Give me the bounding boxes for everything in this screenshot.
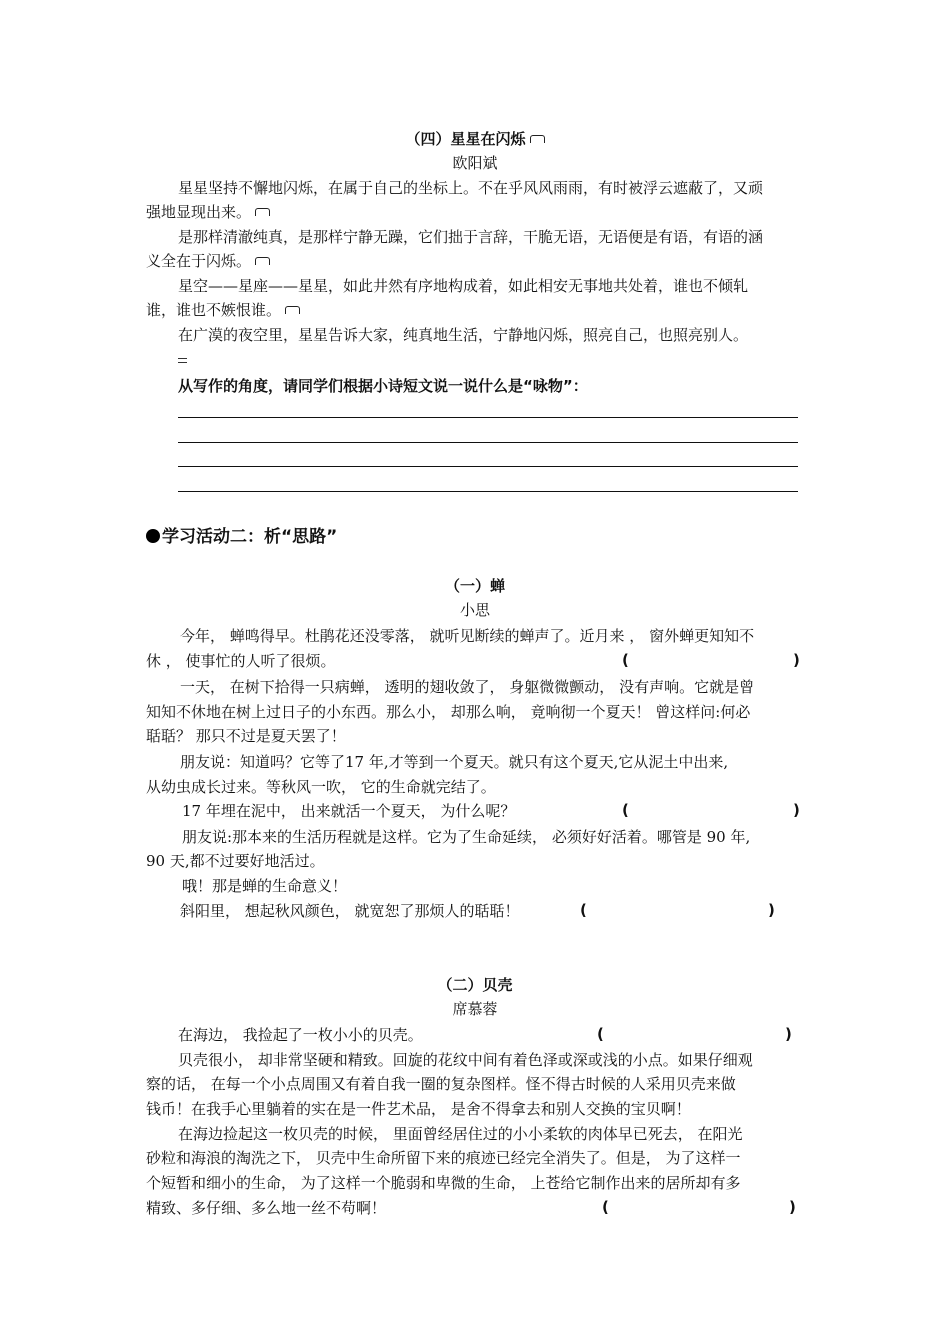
poem1-line: 休 ， 使事忙的人听了很烦。 xyxy=(146,652,336,670)
answer-line[interactable] xyxy=(178,417,798,418)
poem1-line: 哦！那是蝉的生命意义！ xyxy=(182,877,348,895)
end-mark-row xyxy=(176,351,188,371)
poem1-author: 小思 xyxy=(459,601,490,619)
poem4-line-row xyxy=(146,300,300,320)
poem4-line: 义全在于闪烁。 xyxy=(146,252,252,270)
poem4-question: 从写作的角度，请同学们根据小诗短文说一说什么是“咏物”： xyxy=(178,377,588,395)
activity2-heading-row xyxy=(146,527,337,547)
poem1-line: 90 天,都不过要好地活过。 xyxy=(146,852,325,870)
bullet-icon xyxy=(146,529,160,543)
poem4-line: 谁，谁也不嫉恨谁。 xyxy=(146,301,282,319)
poem1-line: 朋友说：知道吗？它等了17 年,才等到一个夏天。就只有这个夏天,它从泥土中出来, xyxy=(180,753,729,771)
activity2-heading: 学习活动二：析“思路” xyxy=(162,527,338,547)
paren-close: ) xyxy=(785,1025,792,1043)
poem2-title: （二）贝壳 xyxy=(437,976,513,994)
poem2-line: 个短暂和细小的生命， 为了这样一个脆弱和卑微的生命， 上苍给它制作出来的居所却有多 xyxy=(146,1174,741,1192)
poem4-line: 是那样清澈纯真，是那样宁静无躁，它们拙于言辞，干脆无语，无语便是有语，有语的涵 xyxy=(178,228,764,246)
poem2-line: 砂粒和海浪的淘洗之下， 贝壳中生命所留下来的痕迹已经完全消失了。但是， 为了这样一 xyxy=(146,1149,741,1167)
paren-open: ( xyxy=(602,1198,609,1216)
poem4-line: 在广漠的夜空里，星星告诉大家，纯真地生活，宁静地闪烁，照亮自己，也照亮别人。 xyxy=(178,326,749,344)
poem2-line: 察的话， 在每一个小点周围又有着自我一圈的复杂图样。怪不得古时候的人采用贝壳来做 xyxy=(146,1075,736,1093)
poem2-line: 在海边， 我捡起了一枚小小的贝壳。 xyxy=(178,1026,423,1044)
poem4-line: 星星坚持不懈地闪烁，在属于自己的坐标上。不在乎风风雨雨，有时被浮云遮蔽了，又顽 xyxy=(178,179,764,197)
poem1-line: 17 年埋在泥中， 出来就活一个夏天， 为什么呢？ xyxy=(182,802,516,820)
poem2-author: 席慕蓉 xyxy=(452,1000,498,1018)
poem4-title-row xyxy=(0,129,950,149)
paragraph-mark-icon xyxy=(255,208,270,216)
paren-close: ) xyxy=(768,901,775,919)
paren-close: ) xyxy=(793,801,800,819)
paragraph-mark-icon xyxy=(255,257,270,265)
paragraph-mark-icon xyxy=(285,306,300,314)
poem4-line-row xyxy=(146,202,270,222)
poem1-line: 从幼虫成长过来。等秋风一吹， 它的生命就完结了。 xyxy=(146,778,496,796)
paren-open: ( xyxy=(580,901,587,919)
poem4-line: 星空——星座——星星，如此井然有序地构成着，如此相安无事地共处着，谁也不倾轧 xyxy=(178,277,749,295)
paren-open: ( xyxy=(622,651,629,669)
answer-line[interactable] xyxy=(178,491,798,492)
paren-close: ) xyxy=(789,1198,796,1216)
poem1-line: 朋友说:那本来的生活历程就是这样。它为了生命延续， 必须好好活着。哪管是 90 年, xyxy=(182,828,751,846)
poem2-line: 贝壳很小， 却非常坚硬和精致。回旋的花纹中间有着色泽或深或浅的小点。如果仔细观 xyxy=(178,1051,753,1069)
poem4-author: 欧阳斌 xyxy=(452,154,498,172)
poem2-line: 精致、多仔细、多么地一丝不苟啊！ xyxy=(146,1199,387,1217)
paren-open: ( xyxy=(597,1025,604,1043)
answer-line[interactable] xyxy=(178,466,798,467)
poem1-line: 一天， 在树下拾得一只病蝉， 透明的翅收敛了， 身躯微微颤动， 没有声响。它就是曾 xyxy=(180,678,755,696)
end-of-paragraph-icon xyxy=(176,356,188,366)
poem1-line: 聒聒？ 那只不过是夏天罢了！ xyxy=(146,727,346,745)
poem1-title: （一）蝉 xyxy=(444,577,505,595)
answer-line[interactable] xyxy=(178,442,798,443)
poem4-title: （四）星星在闪烁 xyxy=(405,130,526,148)
poem1-line: 知知不休地在树上过日子的小东西。那么小， 却那么响， 竟响彻一个夏天！ 曾这样问:何必 xyxy=(146,703,751,721)
paragraph-mark-icon xyxy=(530,135,545,143)
poem1-line: 今年， 蝉鸣得早。杜鹃花还没零落， 就听见断续的蝉声了。近月来 ， 窗外蝉更知知不 xyxy=(180,627,755,645)
paren-close: ) xyxy=(793,651,800,669)
poem2-line: 钱币！在我手心里躺着的实在是一件艺术品， 是舍不得拿去和别人交换的宝贝啊！ xyxy=(146,1100,691,1118)
poem4-line-row xyxy=(146,251,270,271)
poem1-line: 斜阳里， 想起秋风颜色， 就宽恕了那烦人的聒聒！ xyxy=(180,902,520,920)
poem4-line: 强地显现出来。 xyxy=(146,203,252,221)
paren-open: ( xyxy=(622,801,629,819)
poem2-line: 在海边捡起这一枚贝壳的时候， 里面曾经居住过的小小柔软的肉体早已死去， 在阳光 xyxy=(178,1125,743,1143)
